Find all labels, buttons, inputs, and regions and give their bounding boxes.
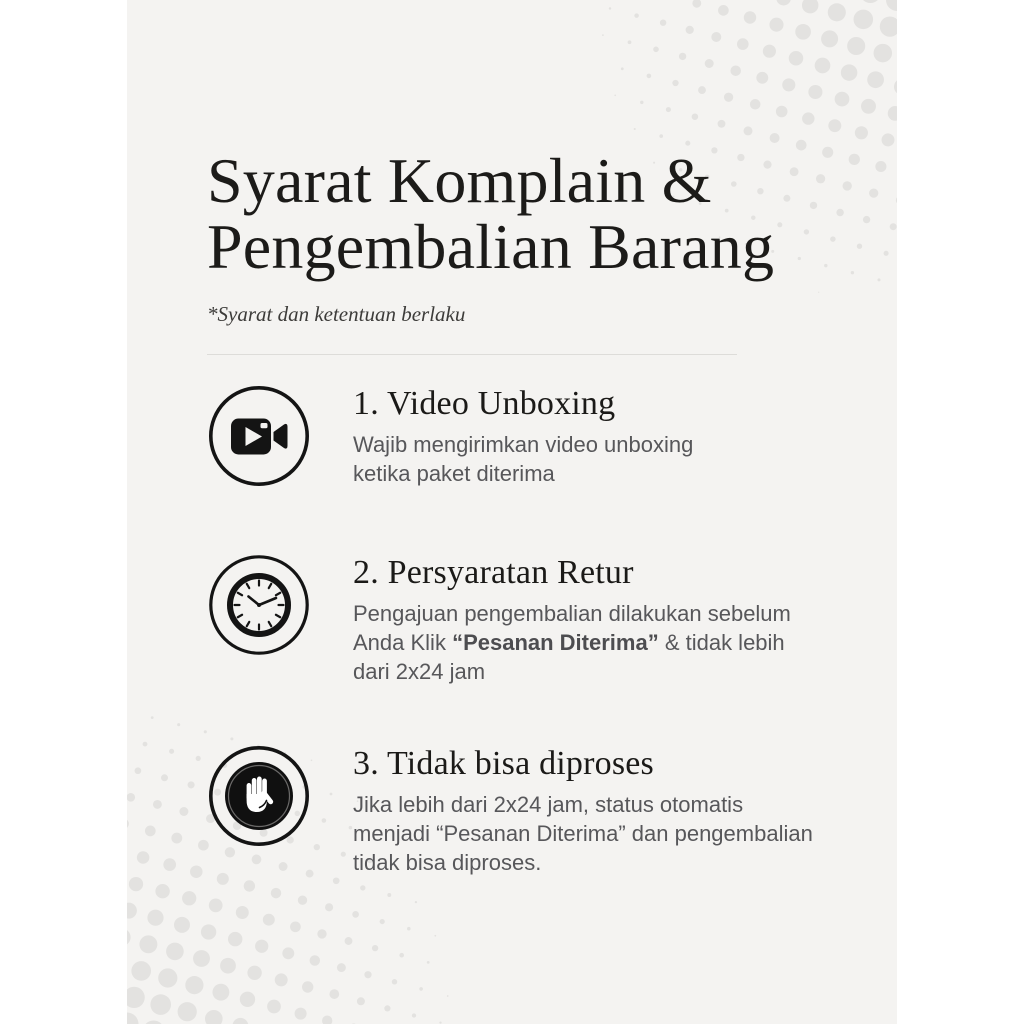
list-item-text xyxy=(353,553,791,686)
divider-line xyxy=(207,354,737,355)
terms-note: *Syarat dan ketentuan berlaku xyxy=(207,302,466,326)
video-camera-icon xyxy=(207,384,311,488)
policy-list xyxy=(207,384,897,877)
item-body: Jika lebih dari 2x24 jam, status otomatis menjadi “Pesanan Diterima” dan pengembalian tidak bisa diproses. xyxy=(353,792,813,875)
item-heading: 3. Tidak bisa diproses xyxy=(353,745,654,782)
clock-icon xyxy=(207,553,311,657)
item-heading: 1. Video Unboxing xyxy=(353,385,616,422)
item-body: Wajib mengirimkan video unboxing ketika paket diterima xyxy=(353,432,694,486)
content-area xyxy=(127,0,897,1024)
list-item-persyaratan-retur xyxy=(207,553,897,686)
stop-hand-icon xyxy=(207,744,311,848)
title-line-2: Pengembalian Barang xyxy=(207,211,775,282)
title-line-1: Syarat Komplain & xyxy=(207,145,712,216)
item-body: Pengajuan pengembalian dilakukan sebelum Anda Klik “Pesanan Diterima” & tidak lebih dari 2x24 jam xyxy=(353,601,791,684)
list-item-tidak-bisa-diproses xyxy=(207,744,897,877)
item-heading: 2. Persyaratan Retur xyxy=(353,554,634,591)
list-item-text xyxy=(353,384,693,488)
list-item-video-unboxing xyxy=(207,384,897,488)
page-title xyxy=(207,145,897,282)
list-item-text xyxy=(353,744,813,877)
